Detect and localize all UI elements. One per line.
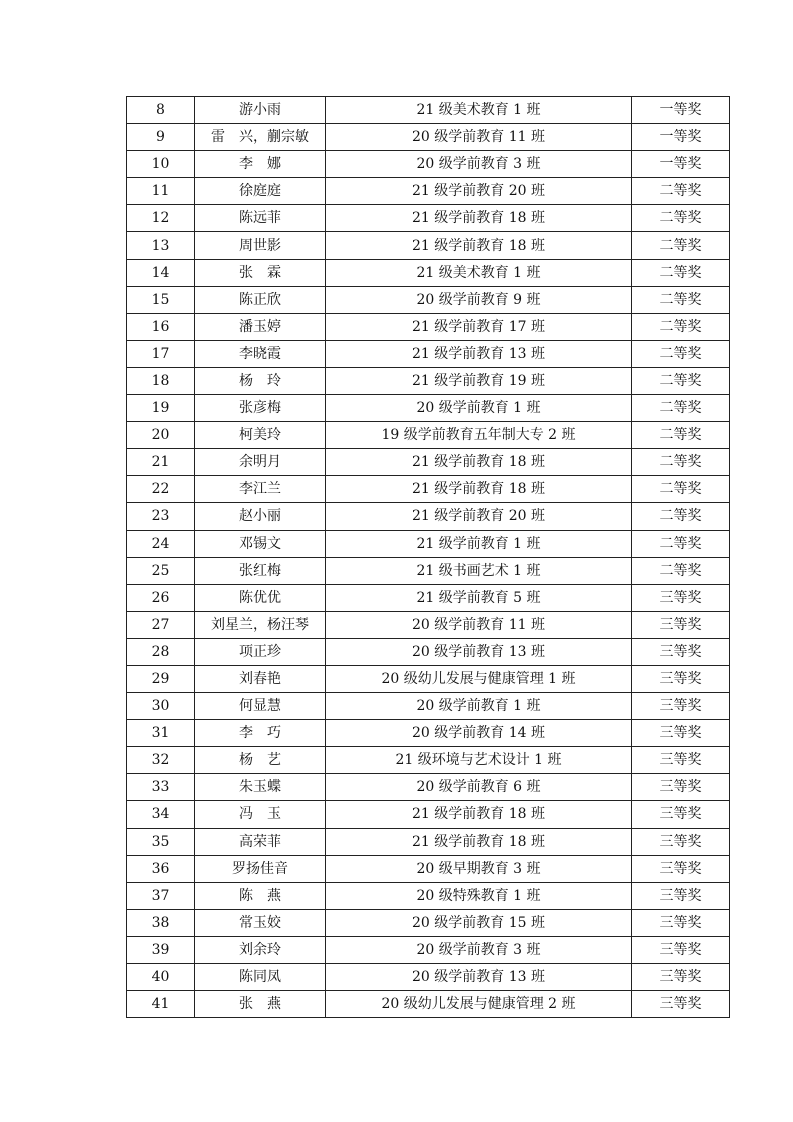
class-name-cell: 20 级特殊教育 1 班 bbox=[326, 882, 632, 909]
award-level-cell: 二等奖 bbox=[632, 367, 730, 394]
row-number-cell: 39 bbox=[127, 936, 195, 963]
row-number-cell: 19 bbox=[127, 395, 195, 422]
table-row bbox=[127, 855, 730, 882]
row-number-cell: 37 bbox=[127, 882, 195, 909]
row-number-cell: 21 bbox=[127, 449, 195, 476]
row-number-cell: 9 bbox=[127, 124, 195, 151]
student-name-cell: 陈优优 bbox=[195, 584, 326, 611]
award-level-cell: 三等奖 bbox=[632, 747, 730, 774]
table-row bbox=[127, 232, 730, 259]
row-number-cell: 29 bbox=[127, 665, 195, 692]
table-row bbox=[127, 638, 730, 665]
award-level-cell: 三等奖 bbox=[632, 720, 730, 747]
table-row bbox=[127, 801, 730, 828]
class-name-cell: 20 级学前教育 15 班 bbox=[326, 909, 632, 936]
award-level-cell: 三等奖 bbox=[632, 693, 730, 720]
class-name-cell: 21 级环境与艺术设计 1 班 bbox=[326, 747, 632, 774]
row-number-cell: 23 bbox=[127, 503, 195, 530]
row-number-cell: 36 bbox=[127, 855, 195, 882]
table-row bbox=[127, 124, 730, 151]
award-level-cell: 三等奖 bbox=[632, 991, 730, 1018]
class-name-cell: 21 级学前教育 18 班 bbox=[326, 476, 632, 503]
award-level-cell: 二等奖 bbox=[632, 313, 730, 340]
student-name-cell: 李 巧 bbox=[195, 720, 326, 747]
row-number-cell: 28 bbox=[127, 638, 195, 665]
row-number-cell: 13 bbox=[127, 232, 195, 259]
award-level-cell: 三等奖 bbox=[632, 774, 730, 801]
row-number-cell: 27 bbox=[127, 611, 195, 638]
class-name-cell: 21 级学前教育 5 班 bbox=[326, 584, 632, 611]
student-name-cell: 杨 玲 bbox=[195, 367, 326, 394]
table-row bbox=[127, 151, 730, 178]
class-name-cell: 21 级美术教育 1 班 bbox=[326, 259, 632, 286]
row-number-cell: 14 bbox=[127, 259, 195, 286]
table-row bbox=[127, 449, 730, 476]
award-level-cell: 三等奖 bbox=[632, 665, 730, 692]
student-name-cell: 张 霖 bbox=[195, 259, 326, 286]
class-name-cell: 21 级书画艺术 1 班 bbox=[326, 557, 632, 584]
row-number-cell: 8 bbox=[127, 97, 195, 124]
class-name-cell: 20 级幼儿发展与健康管理 2 班 bbox=[326, 991, 632, 1018]
student-name-cell: 刘星兰，杨汪琴 bbox=[195, 611, 326, 638]
table-row bbox=[127, 693, 730, 720]
table-row bbox=[127, 476, 730, 503]
student-name-cell: 周世影 bbox=[195, 232, 326, 259]
award-level-cell: 三等奖 bbox=[632, 584, 730, 611]
award-level-cell: 三等奖 bbox=[632, 855, 730, 882]
award-level-cell: 二等奖 bbox=[632, 422, 730, 449]
table-row bbox=[127, 557, 730, 584]
student-name-cell: 李晓霞 bbox=[195, 340, 326, 367]
class-name-cell: 20 级学前教育 13 班 bbox=[326, 964, 632, 991]
row-number-cell: 12 bbox=[127, 205, 195, 232]
class-name-cell: 20 级学前教育 14 班 bbox=[326, 720, 632, 747]
class-name-cell: 21 级学前教育 13 班 bbox=[326, 340, 632, 367]
student-name-cell: 张 燕 bbox=[195, 991, 326, 1018]
award-level-cell: 二等奖 bbox=[632, 530, 730, 557]
award-level-cell: 三等奖 bbox=[632, 638, 730, 665]
class-name-cell: 21 级学前教育 18 班 bbox=[326, 801, 632, 828]
award-level-cell: 二等奖 bbox=[632, 340, 730, 367]
award-level-cell: 三等奖 bbox=[632, 936, 730, 963]
table-row bbox=[127, 882, 730, 909]
class-name-cell: 20 级学前教育 6 班 bbox=[326, 774, 632, 801]
table-row bbox=[127, 828, 730, 855]
table-row bbox=[127, 964, 730, 991]
class-name-cell: 21 级学前教育 17 班 bbox=[326, 313, 632, 340]
class-name-cell: 20 级早期教育 3 班 bbox=[326, 855, 632, 882]
class-name-cell: 20 级幼儿发展与健康管理 1 班 bbox=[326, 665, 632, 692]
student-name-cell: 陈远菲 bbox=[195, 205, 326, 232]
award-list-body bbox=[127, 97, 730, 1018]
row-number-cell: 35 bbox=[127, 828, 195, 855]
row-number-cell: 26 bbox=[127, 584, 195, 611]
class-name-cell: 20 级学前教育 3 班 bbox=[326, 936, 632, 963]
award-level-cell: 二等奖 bbox=[632, 503, 730, 530]
row-number-cell: 25 bbox=[127, 557, 195, 584]
class-name-cell: 21 级学前教育 19 班 bbox=[326, 367, 632, 394]
student-name-cell: 张红梅 bbox=[195, 557, 326, 584]
table-row bbox=[127, 340, 730, 367]
row-number-cell: 17 bbox=[127, 340, 195, 367]
table-row bbox=[127, 395, 730, 422]
table-row bbox=[127, 747, 730, 774]
student-name-cell: 何显慧 bbox=[195, 693, 326, 720]
table-row bbox=[127, 665, 730, 692]
award-level-cell: 三等奖 bbox=[632, 611, 730, 638]
class-name-cell: 20 级学前教育 3 班 bbox=[326, 151, 632, 178]
student-name-cell: 雷 兴，蒯宗敏 bbox=[195, 124, 326, 151]
student-name-cell: 柯美玲 bbox=[195, 422, 326, 449]
student-name-cell: 刘余玲 bbox=[195, 936, 326, 963]
student-name-cell: 杨 艺 bbox=[195, 747, 326, 774]
row-number-cell: 30 bbox=[127, 693, 195, 720]
student-name-cell: 陈 燕 bbox=[195, 882, 326, 909]
student-name-cell: 张彦梅 bbox=[195, 395, 326, 422]
class-name-cell: 20 级学前教育 1 班 bbox=[326, 693, 632, 720]
table-row bbox=[127, 97, 730, 124]
award-level-cell: 二等奖 bbox=[632, 178, 730, 205]
award-level-cell: 二等奖 bbox=[632, 259, 730, 286]
table-row bbox=[127, 584, 730, 611]
award-level-cell: 二等奖 bbox=[632, 449, 730, 476]
award-level-cell: 二等奖 bbox=[632, 476, 730, 503]
table-row bbox=[127, 367, 730, 394]
class-name-cell: 21 级学前教育 1 班 bbox=[326, 530, 632, 557]
table-row bbox=[127, 991, 730, 1018]
student-name-cell: 刘春艳 bbox=[195, 665, 326, 692]
student-name-cell: 高荣菲 bbox=[195, 828, 326, 855]
table-row bbox=[127, 422, 730, 449]
row-number-cell: 24 bbox=[127, 530, 195, 557]
student-name-cell: 游小雨 bbox=[195, 97, 326, 124]
row-number-cell: 38 bbox=[127, 909, 195, 936]
student-name-cell: 李江兰 bbox=[195, 476, 326, 503]
class-name-cell: 21 级学前教育 20 班 bbox=[326, 503, 632, 530]
row-number-cell: 22 bbox=[127, 476, 195, 503]
table-row bbox=[127, 503, 730, 530]
award-level-cell: 三等奖 bbox=[632, 909, 730, 936]
class-name-cell: 19 级学前教育五年制大专 2 班 bbox=[326, 422, 632, 449]
award-level-cell: 三等奖 bbox=[632, 882, 730, 909]
award-level-cell: 二等奖 bbox=[632, 205, 730, 232]
table-row bbox=[127, 774, 730, 801]
class-name-cell: 20 级学前教育 11 班 bbox=[326, 611, 632, 638]
table-row bbox=[127, 909, 730, 936]
row-number-cell: 40 bbox=[127, 964, 195, 991]
table-row bbox=[127, 178, 730, 205]
table-row bbox=[127, 611, 730, 638]
row-number-cell: 41 bbox=[127, 991, 195, 1018]
row-number-cell: 16 bbox=[127, 313, 195, 340]
row-number-cell: 31 bbox=[127, 720, 195, 747]
student-name-cell: 余明月 bbox=[195, 449, 326, 476]
class-name-cell: 20 级学前教育 11 班 bbox=[326, 124, 632, 151]
class-name-cell: 21 级学前教育 18 班 bbox=[326, 828, 632, 855]
class-name-cell: 21 级学前教育 20 班 bbox=[326, 178, 632, 205]
class-name-cell: 21 级美术教育 1 班 bbox=[326, 97, 632, 124]
award-level-cell: 二等奖 bbox=[632, 232, 730, 259]
student-name-cell: 常玉姣 bbox=[195, 909, 326, 936]
table-row bbox=[127, 936, 730, 963]
class-name-cell: 21 级学前教育 18 班 bbox=[326, 232, 632, 259]
row-number-cell: 34 bbox=[127, 801, 195, 828]
student-name-cell: 陈同凤 bbox=[195, 964, 326, 991]
table-row bbox=[127, 530, 730, 557]
award-level-cell: 一等奖 bbox=[632, 151, 730, 178]
row-number-cell: 32 bbox=[127, 747, 195, 774]
class-name-cell: 20 级学前教育 1 班 bbox=[326, 395, 632, 422]
table-row bbox=[127, 259, 730, 286]
award-level-cell: 三等奖 bbox=[632, 801, 730, 828]
student-name-cell: 赵小丽 bbox=[195, 503, 326, 530]
student-name-cell: 潘玉婷 bbox=[195, 313, 326, 340]
student-name-cell: 朱玉蝶 bbox=[195, 774, 326, 801]
table-row bbox=[127, 286, 730, 313]
student-name-cell: 徐庭庭 bbox=[195, 178, 326, 205]
row-number-cell: 11 bbox=[127, 178, 195, 205]
award-list-table bbox=[126, 96, 730, 1018]
table-row bbox=[127, 720, 730, 747]
row-number-cell: 10 bbox=[127, 151, 195, 178]
award-level-cell: 一等奖 bbox=[632, 124, 730, 151]
student-name-cell: 李 娜 bbox=[195, 151, 326, 178]
student-name-cell: 邓锡文 bbox=[195, 530, 326, 557]
student-name-cell: 冯 玉 bbox=[195, 801, 326, 828]
row-number-cell: 15 bbox=[127, 286, 195, 313]
row-number-cell: 33 bbox=[127, 774, 195, 801]
award-level-cell: 二等奖 bbox=[632, 286, 730, 313]
student-name-cell: 项正珍 bbox=[195, 638, 326, 665]
row-number-cell: 20 bbox=[127, 422, 195, 449]
student-name-cell: 罗扬佳音 bbox=[195, 855, 326, 882]
table-row bbox=[127, 313, 730, 340]
award-level-cell: 三等奖 bbox=[632, 828, 730, 855]
table-row bbox=[127, 205, 730, 232]
award-level-cell: 三等奖 bbox=[632, 964, 730, 991]
award-level-cell: 一等奖 bbox=[632, 97, 730, 124]
award-level-cell: 二等奖 bbox=[632, 557, 730, 584]
student-name-cell: 陈正欣 bbox=[195, 286, 326, 313]
row-number-cell: 18 bbox=[127, 367, 195, 394]
class-name-cell: 20 级学前教育 9 班 bbox=[326, 286, 632, 313]
class-name-cell: 20 级学前教育 13 班 bbox=[326, 638, 632, 665]
award-level-cell: 二等奖 bbox=[632, 395, 730, 422]
class-name-cell: 21 级学前教育 18 班 bbox=[326, 205, 632, 232]
class-name-cell: 21 级学前教育 18 班 bbox=[326, 449, 632, 476]
